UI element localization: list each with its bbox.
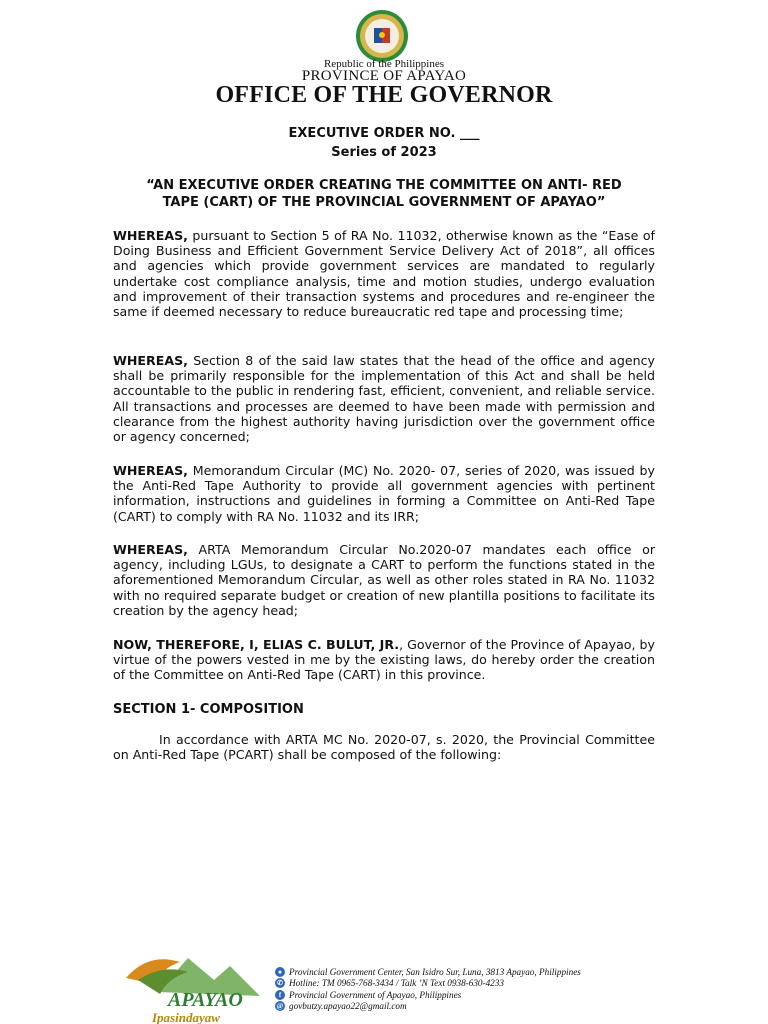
paragraph-lead: WHEREAS, (113, 228, 188, 243)
paragraph-lead: WHEREAS, (113, 353, 188, 368)
contact-text: Provincial Government of Apayao, Philippines (289, 989, 462, 1000)
section-heading: SECTION 1- COMPOSITION (113, 702, 304, 717)
location-icon: ● (275, 967, 285, 977)
paragraph-text: pursuant to Section 5 of RA No. 11032, otherwise known as the “Ease of Doing Business and Efficient Government Service Delivery Act of 2018”, all offices and agencies which provide government services are mandated to regularly undertake cost compliance analysis, time and motion studies, undergo evaluation and improvement of their transaction systems and procedures and re-engineer the same if deemed necessary to reduce bureaucratic red tape and processing time; (113, 228, 655, 320)
now-therefore-paragraph (113, 637, 655, 683)
paragraph-text: ARTA Memorandum Circular No.2020-07 mandates each office or agency, including LGUs, to designate a CART to perform the functions stated in the aforementioned Memorandum Circular, as well as other roles stated in RA No. 11032 with no required separate budget or creation of new plantilla positions to facilitate its creation by the agency head; (113, 542, 655, 618)
province-line: PROVINCE OF APAYAO (301, 68, 467, 84)
republic-line: Republic of the Philippines (323, 58, 445, 70)
whereas-paragraph (113, 542, 655, 618)
paragraph-text: Section 8 of the said law states that the head of the office and agency shall be primarily responsible for the implementation of this Act and shall be held accountable to the public in rendering fast, efficient, convenient, and reliable service. All transactions and processes are deemed to have been made with permission and clearance from the highest authority having jurisdiction over the government office or agency concerned; (113, 353, 655, 445)
paragraph-lead: WHEREAS, (113, 463, 188, 478)
whereas-paragraph (113, 353, 655, 444)
contact-text: Provincial Government Center, San Isidro Sur, Luna, 3813 Apayao, Philippines (289, 966, 581, 977)
contact-email[interactable] (275, 1001, 695, 1013)
paragraph-text: , Governor of the Province of Apayao, by virtue of the powers vested in me by the existing laws, do hereby order the creation of the Committee on Anti-Red Tape (CART) in this province. (113, 637, 655, 683)
contact-text: Hotline: TM 0965-768-3434 / Talk ’N Text 0938-630-4233 (289, 978, 504, 989)
paragraph-text: Memorandum Circular (MC) No. 2020- 07, series of 2020, was issued by the Anti-Red Tape Authority to provide all government agencies with pertinent information, instructions and guidelines in forming a Committee on Anti-Red Tape (CART) to comply with RA No. 11032 and its IRR; (113, 463, 655, 524)
order-title-line: “AN EXECUTIVE ORDER CREATING THE COMMITTEE ON ANTI- RED (146, 178, 622, 193)
provincial-seal-icon (350, 8, 414, 64)
contact-text: govbutzy.apayao22@gmail.com (289, 1001, 407, 1012)
logo-name: APAYAO (168, 989, 243, 1011)
paragraph-lead: WHEREAS, (113, 542, 188, 557)
order-title (0, 177, 768, 211)
contact-hotline (275, 978, 695, 990)
phone-icon: ✆ (275, 978, 285, 988)
executive-order-heading (0, 124, 768, 162)
facebook-icon: f (275, 990, 285, 1000)
order-title-line: TAPE (CART) OF THE PROVINCIAL GOVERNMENT OF APAYAO” (162, 195, 606, 210)
contact-address (275, 966, 695, 978)
whereas-paragraph (113, 228, 655, 319)
contact-facebook[interactable] (275, 989, 695, 1001)
paragraph-lead: NOW, THEREFORE, I, ELIAS C. BULUT, JR. (113, 637, 400, 652)
executive-order-number: EXECUTIVE ORDER NO. ___ (288, 126, 480, 141)
footer-contacts (275, 966, 695, 1012)
logo-tagline: Ipasindayaw (152, 1010, 220, 1024)
email-icon: @ (276, 1002, 284, 1011)
whereas-paragraph (113, 463, 655, 524)
executive-order-series: Series of 2023 (331, 145, 437, 160)
apayao-logo-icon (118, 944, 268, 1024)
section-paragraph: In accordance with ARTA MC No. 2020-07, s. 2020, the Provincial Committee on Anti-Red Tape (PCART) shall be composed of the following: (113, 732, 655, 763)
office-title: OFFICE OF THE GOVERNOR (215, 82, 553, 108)
